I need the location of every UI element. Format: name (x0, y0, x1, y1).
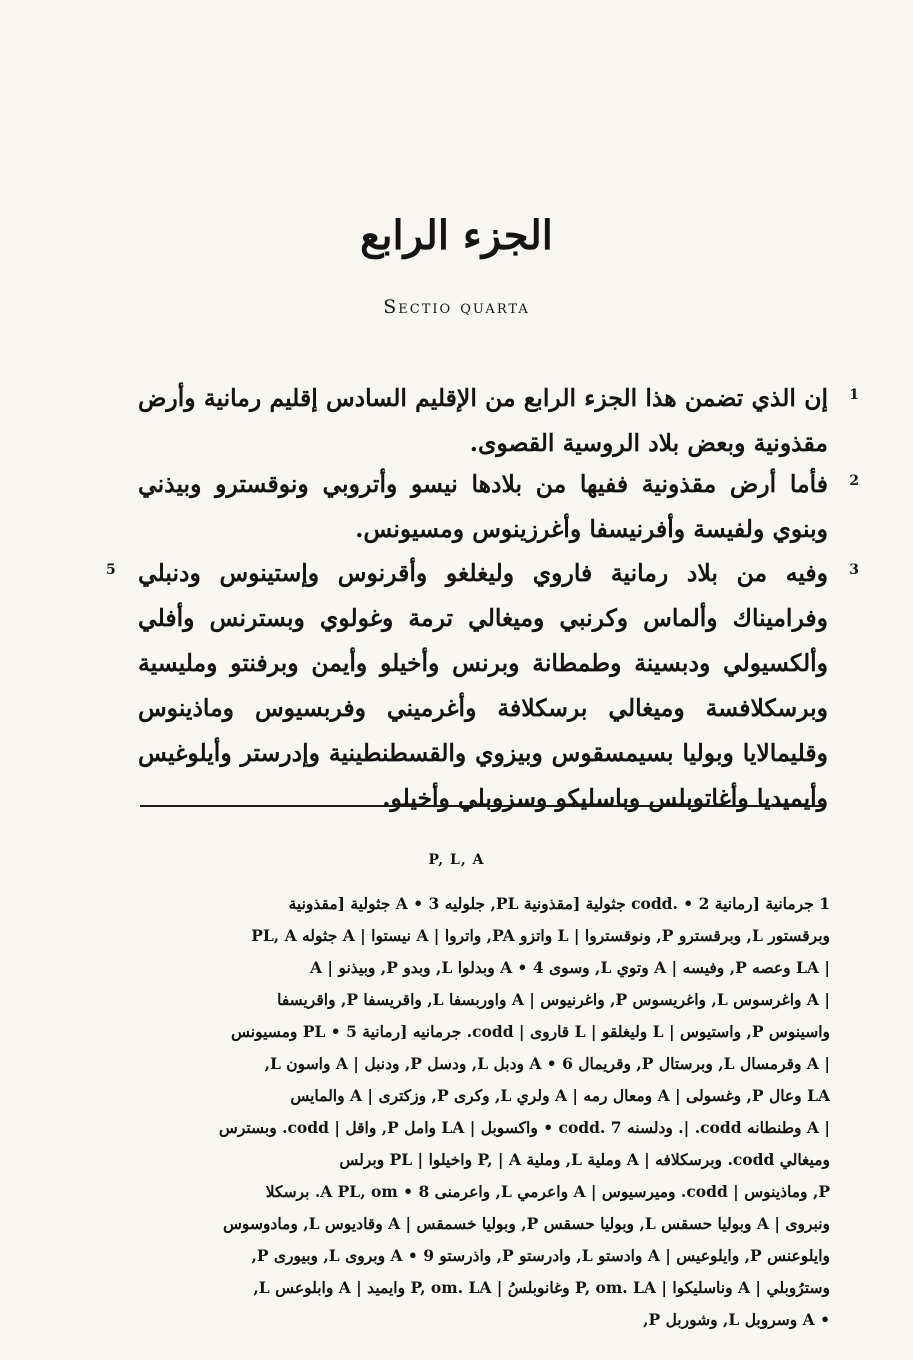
apparatus-line: وميغالي codd. وبرسكلافه | A وملية L, وملية P, | A واخيلوا | PL وبرلس (339, 1150, 830, 1169)
paragraph-text: وفيه من بلاد رمانية فاروي وليغلغو وأقرنوس وإستينوس ودنبلي وفراميناك وألماس وكرنبي وميغالي ترمة وغولوي وبسترنس وأفلي وألكسيولي ودبسينة وطمطانة وبرنس وأخيلو وأيمن وبرفنتو ومليسية وبرسكلافسة وميغالي برسكلافة وأغرميني وفربسيوس وماذينوس وقليمالايا وبوليا بسيمسقوس وبيزوي والقسطنطينية وإدرستر وأيلوغيس وأيميديا وأغاتوبلس وباسليكو وسزوبلي وأخيلو. (138, 559, 828, 812)
apparatus-line: | A وطنطانه codd. |. ودلسنه codd. 7 • واكسوبل | LA وامل P, واقل | codd. وبسترس (218, 1118, 830, 1137)
apparatus-line: | LA وعصه P, وفيسه | A وتوي L, وسوى 4 • A وبدلوا L, وبدو P, وبيذنو | A (309, 958, 830, 977)
critical-apparatus (140, 888, 830, 1336)
apparatus-line: وسترُوبلي | A وناسليكوا | P, om. LA وغانوبلسُ | P, om. LA وايميد | A وابلوعس L, (253, 1278, 830, 1297)
paragraph-number: 2 (849, 473, 859, 489)
apparatus-line: ونبروى | A وبوليا حسقس L, وبوليا حسقس P, وبوليا خسمقس | A وقاديوس L, ومادوسوس (223, 1214, 830, 1233)
line-number-margin: 5 (106, 562, 116, 578)
footnote-divider (140, 805, 825, 807)
apparatus-line: • A وسروبل L, وشوربل P, (643, 1310, 830, 1329)
apparatus-line: | A واغرسوس L, واغريسوس P, واغرنيوس | A واوربسفا L, واقريسفا P, واقريسفا (277, 990, 830, 1009)
section-title-latin: Sectio quarta (383, 296, 530, 318)
paragraph-number: 3 (849, 562, 859, 578)
apparatus-line: وبرقستور L, وبرقسترو P, ونوقستروا | L واتزو PA, واتروا | A نيستوا | A جثوله PL, A (251, 926, 830, 945)
apparatus-line: LA وعال P, وغسولى | A ومعال رمه | A ولري L, وكرى P, وزكترى | A والمايس (290, 1086, 830, 1105)
apparatus-line: واسينوس P, واستيوس | L وليغلقو | L قاروى | codd. جرمانيه [رمانية 5 • PL ومسيونس (231, 1022, 830, 1041)
paragraph-text: فأما أرض مقذونية ففيها من بلادها نيسو وأتروبي ونوقسترو وبيذني وبنوي ولفيسة وأفرنيسفا وأغرزينوس ومسيونس. (138, 470, 828, 543)
apparatus-line: وايلوعنس P, وايلوعيس | A وادستو L, وادرستو P, واذرستو 9 • A وبروى L, وبيورى P, (251, 1246, 830, 1265)
apparatus-line: P, وماذينوس | codd. وميرسيوس | A واعرمي L, واعرمنى 8 • A PL, om. برسكلا (265, 1182, 830, 1201)
apparatus-line: 1 جرمانية [رمانية codd. • 2 جثولية [مقذونية PL, جلوليه A • 3 جثولية [مقذونية (288, 894, 830, 913)
manuscript-sigla: P, L, A (428, 852, 485, 868)
apparatus-line: | A وقرمسال L, وبرستال P, وقريمال 6 • A ودبل L, ودسل P, ودنبل | A واسون L, (264, 1054, 830, 1073)
paragraph-number: 1 (849, 387, 859, 403)
paragraph-text: إن الذي تضمن هذا الجزء الرابع من الإقليم السادس إقليم رمانية وأرض مقذونية وبعض بلاد الروسية القصوى. (138, 384, 828, 457)
section-title-arabic: الجزء الرابع (360, 212, 553, 259)
